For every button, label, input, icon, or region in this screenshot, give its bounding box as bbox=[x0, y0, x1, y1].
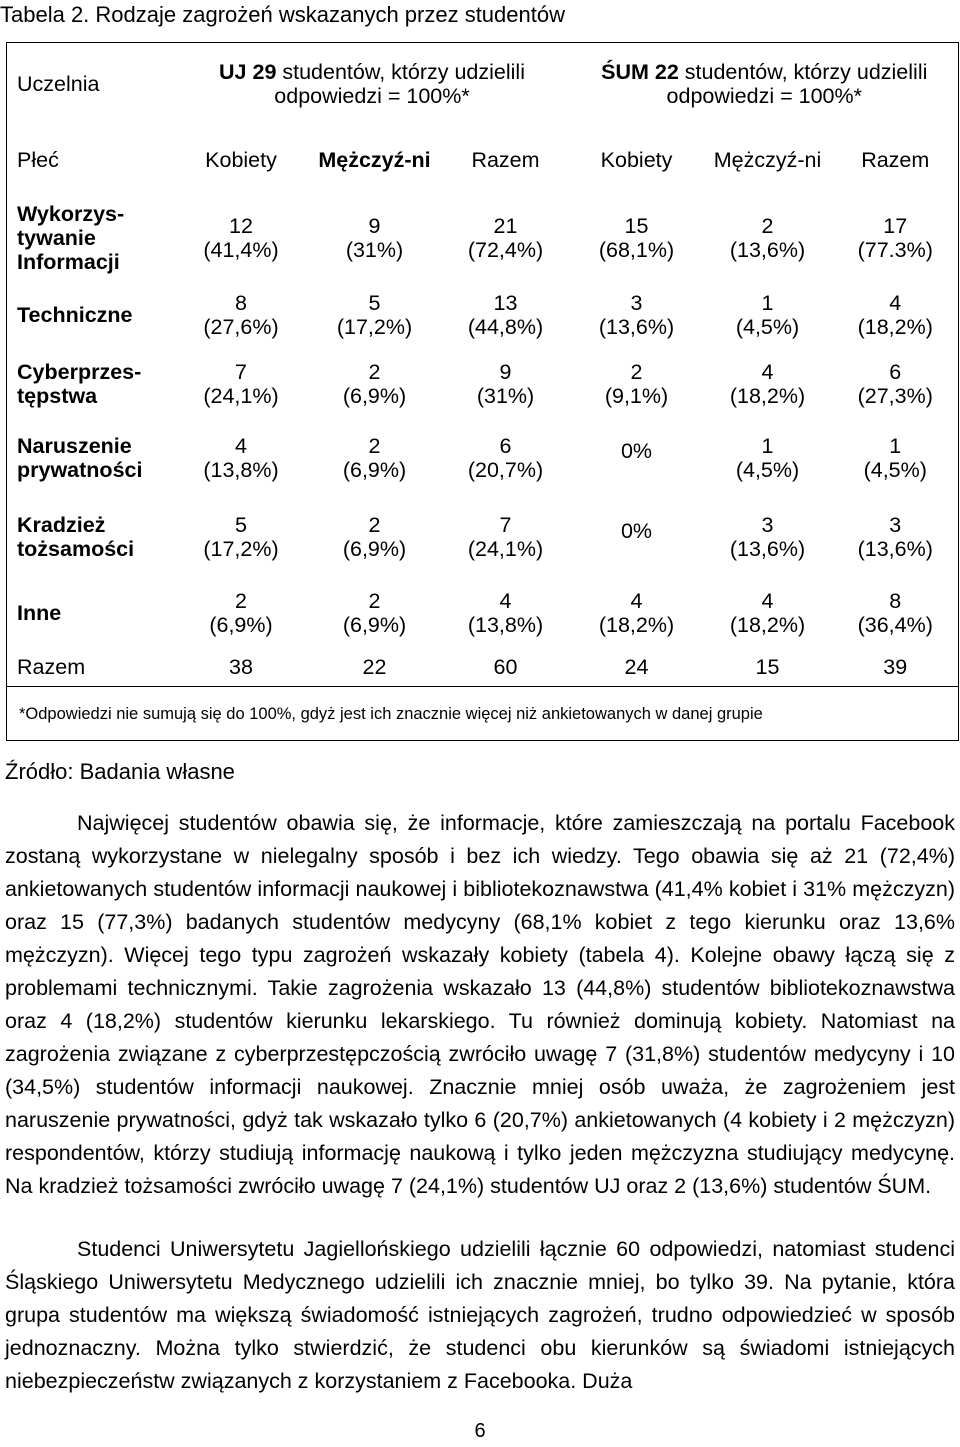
data-cell: 0% bbox=[620, 438, 653, 463]
total-cell: 60 bbox=[493, 655, 518, 680]
data-cell: 2 (6,9%) bbox=[342, 433, 407, 482]
data-cell: 13 (44,8%) bbox=[467, 290, 544, 339]
source-note: Źródło: Badania własne bbox=[5, 759, 235, 784]
plec-label: Płeć bbox=[17, 147, 59, 172]
body-paragraph bbox=[5, 1233, 955, 1398]
sum-group-header bbox=[571, 43, 959, 125]
data-cell: 7 (24,1%) bbox=[203, 359, 279, 408]
row-label: Cyberprzes-tępstwa bbox=[17, 359, 142, 408]
data-cell: 3 (13,6%) bbox=[857, 512, 933, 561]
table-caption: Tabela 2. Rodzaje zagrożeń wskazanych przez studentów bbox=[0, 2, 565, 27]
total-cell: 39 bbox=[883, 655, 908, 680]
data-cell: 15 (68,1%) bbox=[598, 213, 675, 262]
data-cell: 4 (18,2%) bbox=[729, 588, 806, 637]
sum-kobiety-header: Kobiety bbox=[600, 147, 673, 172]
data-cell: 1 (4,5%) bbox=[735, 433, 800, 482]
uj-razem-header: Razem bbox=[471, 147, 540, 172]
data-cell: 0% bbox=[620, 518, 653, 543]
uj-header-bold: UJ 29 bbox=[219, 59, 277, 84]
body-paragraph bbox=[5, 807, 955, 1203]
table-row bbox=[7, 349, 959, 419]
data-cell: 7 (24,1%) bbox=[467, 512, 544, 561]
total-cell: 15 bbox=[755, 655, 780, 680]
total-row bbox=[7, 649, 959, 687]
paragraph-text: Studenci Uniwersytetu Jagiellońskiego udzielili łącznie 60 odpowiedzi, natomiast studenci Śląskiego Uniwersytetu Medycznego udzielili ich znacznie mniej, bo tylko 39. Na pytanie, która grupa studentów ma większą świadomość istniejących zagrożeń, trudno odpowiedzieć w sposób jednoznaczny. Można tylko stwierdzić, że studenci obu kierunków są świadomi istniejących niebezpieczeństw związanych z korzystaniem z Facebooka. Duża bbox=[5, 1237, 955, 1393]
data-cell: 12 (41,4%) bbox=[203, 213, 279, 262]
row-label: Naruszenie prywatności bbox=[17, 433, 143, 482]
data-cell: 2 (6,9%) bbox=[209, 588, 273, 637]
total-cell: 22 bbox=[362, 655, 387, 680]
uj-group-header bbox=[174, 43, 571, 125]
table-footnote: *Odpowiedzi nie sumują się do 100%, gdyż jest ich znacznie więcej niż ankietowanych w danej grupie bbox=[7, 687, 959, 741]
data-cell: 4 (18,2%) bbox=[729, 359, 806, 408]
data-cell: 3 (13,6%) bbox=[729, 512, 806, 561]
row-label: Inne bbox=[17, 600, 62, 625]
data-cell: 1 (4,5%) bbox=[735, 290, 800, 339]
total-cell: 24 bbox=[624, 655, 649, 680]
footnote-row bbox=[7, 687, 959, 741]
data-cell: 6 (27,3%) bbox=[857, 359, 933, 408]
data-cell: 9 (31%) bbox=[476, 359, 535, 408]
data-cell: 5 (17,2%) bbox=[203, 512, 279, 561]
data-cell: 4 (18,2%) bbox=[857, 290, 933, 339]
table-row bbox=[7, 281, 959, 349]
row-label: Techniczne bbox=[17, 302, 133, 327]
data-cell: 2 (6,9%) bbox=[342, 512, 407, 561]
data-cell: 6 (20,7%) bbox=[467, 433, 544, 482]
table-row bbox=[7, 195, 959, 281]
uj-header-rest: studentów, którzy udzielili odpowiedzi = 100%* bbox=[274, 59, 525, 108]
data-cell: 5 (17,2%) bbox=[336, 290, 413, 339]
threats-table bbox=[6, 42, 959, 741]
data-cell: 17 (77.3%) bbox=[857, 213, 933, 262]
sum-header-bold: ŚUM 22 bbox=[601, 59, 679, 84]
uj-mezczyzni-header: Mężczyź-ni bbox=[318, 147, 431, 172]
university-header-row bbox=[7, 43, 959, 125]
uj-kobiety-header: Kobiety bbox=[205, 147, 277, 172]
table-row bbox=[7, 419, 959, 497]
data-cell: 21 (72,4%) bbox=[467, 213, 544, 262]
data-cell: 3 (13,6%) bbox=[598, 290, 675, 339]
data-cell: 2 (9,1%) bbox=[604, 359, 669, 408]
sum-header-rest: studentów, którzy udzielili odpowiedzi = 100%* bbox=[666, 59, 928, 108]
data-cell: 2 (6,9%) bbox=[342, 588, 407, 637]
total-cell: 38 bbox=[229, 655, 253, 680]
data-cell: 4 (13,8%) bbox=[203, 433, 279, 482]
data-cell: 4 (18,2%) bbox=[598, 588, 675, 637]
table-row bbox=[7, 497, 959, 577]
sum-razem-header: Razem bbox=[861, 147, 930, 172]
row-label: Wykorzys-tywanie Informacji bbox=[17, 201, 125, 274]
sum-mezczyzni-header: Mężczyź-ni bbox=[713, 147, 822, 172]
row-label: Kradzież tożsamości bbox=[17, 512, 135, 561]
data-cell: 4 (13,8%) bbox=[467, 588, 544, 637]
uczelnia-label: Uczelnia bbox=[17, 71, 100, 96]
table-row bbox=[7, 577, 959, 649]
data-cell: 2 (6,9%) bbox=[342, 359, 407, 408]
data-cell: 9 (31%) bbox=[345, 213, 404, 262]
data-cell: 1 (4,5%) bbox=[863, 433, 927, 482]
gender-header-row bbox=[7, 125, 959, 195]
page-number: 6 bbox=[474, 1420, 486, 1442]
paragraph-text: Najwięcej studentów obawia się, że informacje, które zamieszczają na portalu Facebook zostaną wykorzystane w nielegalny sposób i bez ich wiedzy. Tego obawia się aż 21 (72,4%) ankietowanych studentów informacji naukowej i bibliotekoznawstwa (41,4% kobiet i 31% mężczyzn) oraz 15 (77,3%) badanych studentów medycyny (68,1% kobiet z tego kierunku oraz 13,6% mężczyzn). Więcej tego typu zagrożeń wskazały kobiety (tabela 4). Kolejne obawy łączą się z problemami technicznymi. Takie zagrożenia wskazało 13 (44,8%) studentów bibliotekoznawstwa oraz 4 (18,2%) studentów kierunku lekarskiego. Tu również dominują kobiety. Natomiast na zagrożenia związane z cyberprzestępczością zwróciło uwagę 7 (31,8%) studentów medycyny i 10 (34,5%) studentów informacji naukowej. Znacznie mniej osób uważa, że zagrożeniem jest naruszenie prywatności, gdyż tak wskazało tylko 6 (20,7%) ankietowanych (4 kobiety i 2 mężczyzn) respondentów, którzy studiują informację naukową i tylko jeden mężczyzna studiujący medycynę. Na kradzież tożsamości zwróciło uwagę 7 (24,1%) studentów UJ oraz 2 (13,6%) studentów ŚUM. bbox=[5, 811, 955, 1198]
data-cell: 2 (13,6%) bbox=[729, 213, 806, 262]
data-cell: 8 (27,6%) bbox=[203, 290, 279, 339]
data-cell: 8 (36,4%) bbox=[857, 588, 933, 637]
total-label: Razem bbox=[17, 655, 86, 680]
